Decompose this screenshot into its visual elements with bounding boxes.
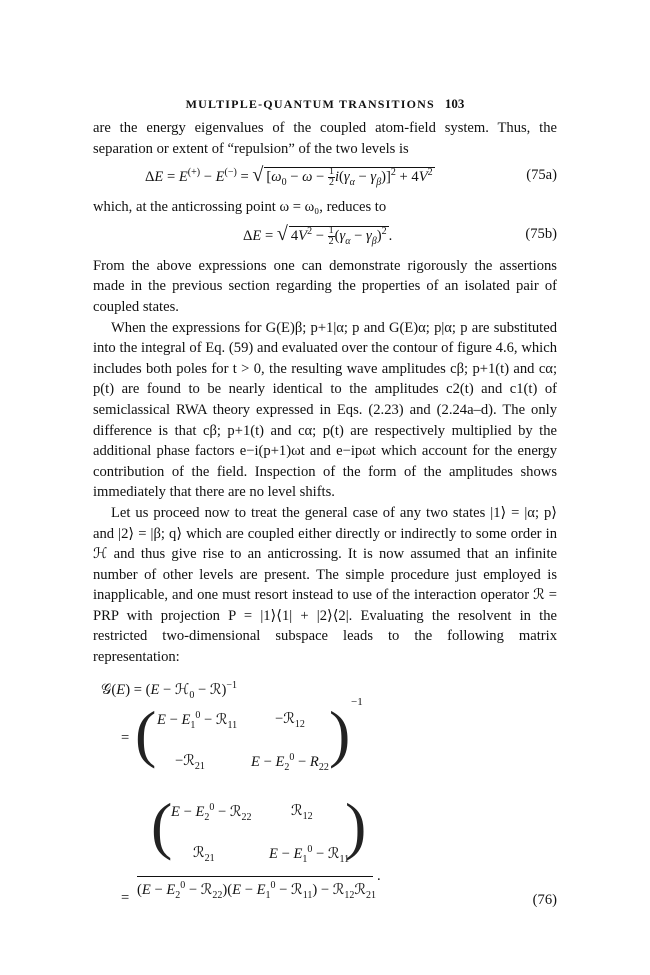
- paragraph-2: which, at the anticrossing point ω = ω₀, reduces to: [93, 199, 387, 216]
- equation-75b-number: (75b): [525, 225, 557, 242]
- paragraph-1: are the energy eigenvalues of the coupled atom-field system. Thus, the separation or extent of “repulsion” of the two levels is: [93, 120, 557, 157]
- equation-75a-body: ΔE = E(+) − E(−) = √ [$\omega_0 - \omega$ − $\frac{1}{2}$ $i(\gamma_\alpha - \gamma_\beta)]^2 + 4V^2$: [145, 167, 435, 188]
- equation-76-number: (76): [532, 891, 557, 908]
- equation-75b: [93, 222, 557, 252]
- paragraph-4: When the expressions for G(E)β; p+1|α; p and G(E)α; p|α; p are substituted into the integral of Eq. (59) and evaluated over the contour of figure 4.6, which includes both poles for t > 0, the resulting wave amplitudes cβ; p+1(t) and cα; p(t) are found to be nearly identical to the amplitudes c2(t) and c1(t) of semiclassical RWA theory expressed in Eqs. (2.23) and (2.24a–d). The only difference is that cβ; p+1(t) and cα; p(t) are respectively multiplied by the additional phase factors e−i(p+1)ωt and e−ipωt which account for the energy contribution of the field. Inspection of the form of the amplitudes shows immediately that there are no level shifts.: [93, 319, 557, 501]
- header-title: MULTIPLE-QUANTUM TRANSITIONS: [185, 97, 435, 111]
- equation-76: 𝒢(E) = (E − ℋ$_0$ − ℛ)$^{-1}$ = ( $E - E_1^0$ − ℛ$_{11}$ −ℛ$_{12}$ −ℛ$_{21}$ $E - E_2^0 - R_{22}$ ) −1 ( $E - E_2^0$ − ℛ$_{22}$ ℛ$_{12}$ ℛ$_{21}$ $E - E_1^0$ − ℛ$_{11}$ ) = ($E - E_2^0$ − ℛ$_{22}$)(E − $E_1^0$ − ℛ$_{11}$) − ℛ$_{12}$ℛ$_{21}$ . (76): [101, 679, 557, 908]
- equation-76-line-1: 𝒢(E) = (E − ℋ$_0$ − ℛ)$^{-1}$: [101, 679, 237, 701]
- page: [93, 96, 557, 938]
- running-header: [93, 96, 557, 112]
- equation-75a: [93, 163, 557, 193]
- paragraph-3: From the above expressions one can demonstrate rigorously the assertions made in the previous section regarding the properties of an isolated pair of coupled states.: [93, 257, 557, 315]
- paragraph-5: Let us proceed now to treat the general case of any two states |1⟩ = |α; p⟩ and |2⟩ = |β; q⟩ which are coupled either directly or indirectly to some order in ℋ and thus give rise to an anticrossing. It is now assumed that an infinite number of other levels are present. The simple procedure just employed is inapplicable, and one must resort instead to use of the interaction operator ℛ = PRP with projection P = |1⟩⟨1| + |2⟩⟨2|. Evaluating the resolvent in the restricted two-dimensional subspace leads to the following matrix representation:: [93, 504, 557, 666]
- page-number: 103: [444, 96, 465, 111]
- equation-75a-number: (75a): [526, 167, 557, 184]
- equation-75b-body: ΔE = √ $4V^2$ − $\frac{1}{2}$ $(\gamma_\alpha - \gamma_\beta)^2$ .: [243, 226, 392, 247]
